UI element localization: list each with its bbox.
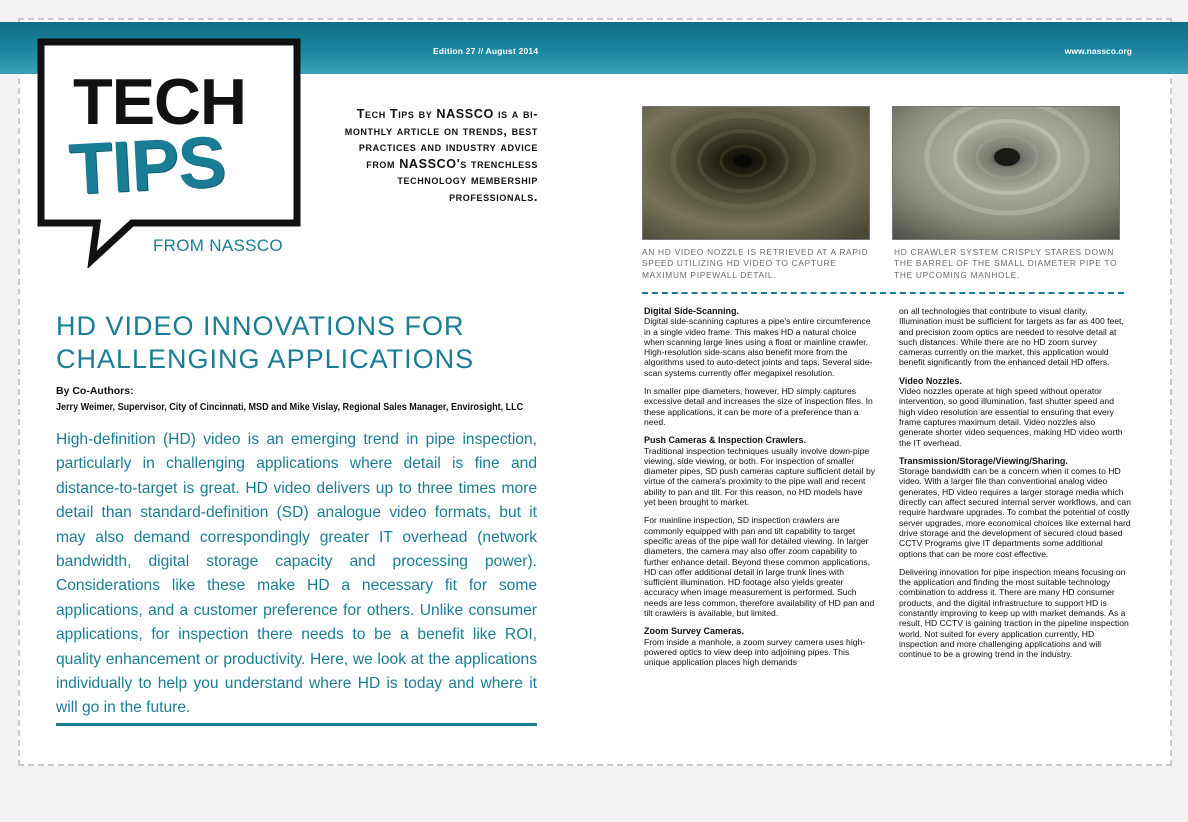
heading-video-nozzles: Video Nozzles. [899, 375, 962, 386]
photo-caption-crawler: HD CRAWLER SYSTEM CRISPLY STARES DOWN THE BARREL OF THE SMALL DIAMETER PIPE TO THE UPCOMING MANHOLE. [894, 247, 1118, 280]
paragraph: Traditional inspection techniques usually involve down-pipe viewing, side viewing, or both. For inspection of smaller diameter pipes, SD push cameras capture sufficient detail by virtue of the camera's proximity to the pipe wall and recent ability to pan and tilt. For this reason, no HD models have yet been brought to market. [644, 445, 876, 508]
website-link[interactable]: www.nassco.org [1064, 46, 1132, 56]
heading-transmission: Transmission/Storage/Viewing/Sharing. [899, 455, 1068, 466]
body-column-right [899, 306, 1131, 668]
byline-label: By Co-Authors: [56, 385, 134, 397]
paragraph: In smaller pipe diameters, however, HD simply captures excessive detail and increases the size of inspection files. In these applications, it can be more of a preference than a need. [644, 386, 873, 427]
body-column-left [644, 306, 876, 668]
series-description: Tech Tips by NASSCO is a bi-monthly article on trends, best practices and industry advice from NASSCO's trenchless technology membership professionals. [344, 107, 538, 204]
logo-tips-word: TIPS [67, 121, 228, 210]
paragraph: on all technologies that contribute to visual clarity. Illumination must be sufficient for targets as far as 400 feet, and precision zoom optics are needed to resolve detail at such distances. While there are no HD zoom survey cameras currently on the market, this application would benefit significantly from the enhanced detail HD offers. [899, 306, 1124, 368]
logo-from-nassco: FROM NASSCO [153, 236, 283, 255]
pipe-photo-nozzle [642, 106, 870, 240]
section-divider [642, 292, 1124, 294]
article-title: HD VIDEO INNOVATIONS FOR CHALLENGING APPLICATIONS [56, 311, 475, 374]
edition-label: Edition 27 // August 2014 [433, 46, 539, 56]
article-intro: High-definition (HD) video is an emerging trend in pipe inspection, particularly in challenging applications where detail is fine and distance-to-target is great. HD video delivers up to three times more detail than standard-definition (SD) analogue video formats, but it may also demand correspondingly greater IT overhead (network bandwidth, digital storage capacity and processing power). Considerations like these make HD a necessary fit for some applications, and a customer preference for others. Unlike consumer applications, for inspection there needs to be a benefit like ROI, quality enhancement or productivity. Here, we look at the applications individually to help you understand where HD is today and where it will go in the future. [56, 431, 537, 717]
byline-authors: Jerry Weimer, Supervisor, City of Cincinnati, MSD and Mike Vislay, Regional Sales Manager, Envirosight, LLC [56, 401, 524, 413]
paragraph: Digital side-scanning captures a pipe's entire circumference in a single video frame. This makes HD a natural choice when scanning large lines using a float or mainline crawler. High-resolution side-scans also benefit more from the algorithms used to auto-detect joints and taps. Several side-scan systems currently offer megapixel resolution. [644, 316, 873, 378]
tech-tips-logo [37, 38, 307, 268]
intro-divider [56, 723, 537, 726]
paragraph: Video nozzles operate at high speed without operator intervention, so good illumination, fast shutter speed and high video resolution are essential to ensuring that every frame captures maximum detail. Video nozzles also generate shorter video sequences, making HD video worth the IT overhead. [899, 386, 1123, 448]
logo-tech-word: TECH [73, 65, 246, 138]
pipe-photo-crawler [892, 106, 1120, 240]
paragraph: Delivering innovation for pipe inspection means focusing on the application and finding the most suitable technology combination to address it. There are many HD consumer products, and the digital infrastructure to support HD is constantly improving to keep up with market demands. As a result, HD CCTV is gaining traction in the pipeline inspection world. Not suited for every application currently, HD inspection and more challenging applications and will continue to be a growing trend in the industry. [899, 566, 1129, 660]
heading-side-scanning: Digital Side-Scanning. [644, 306, 740, 316]
heading-zoom-survey: Zoom Survey Cameras. [644, 626, 745, 637]
paragraph: Storage bandwidth can be a concern when it comes to HD video. With a larger file than conventional analog video generates, HD video requires a larger storage media which directly can affect secured internal server workflows, and can require hardware upgrades. To combat the potential of costly server upgrades, more economical choices like external hard drive storage and the development of secured cloud based CCTV Programs give IT departments some additional options that can be more cost effective. [899, 466, 1131, 559]
photo-caption-nozzle: AN HD VIDEO NOZZLE IS RETRIEVED AT A RAPID SPEED UTILIZING HD VIDEO TO CAPTURE MAXIMUM PIPEWALL DETAIL. [642, 247, 869, 280]
paragraph: From inside a manhole, a zoom survey camera uses high-powered optics to view deep into adjoining pipes. This unique application places high demands [644, 636, 866, 668]
heading-push-cameras: Push Cameras & Inspection Crawlers. [644, 435, 807, 446]
paragraph: For mainline inspection, SD inspection crawlers are commonly equipped with pan and tilt capability to target specific areas of the pipe wall for detailed viewing. In larger diameters, the camera may also offer zoom capability to further enhance detail. Beyond these common applications, HD can offer additional detail in large trunk lines with sufficient illumination. HD footage also yields greater accuracy when image measurement is performed. Such needs are less common, therefore availability of HD pan and tilt crawlers is available, but limited. [644, 515, 875, 619]
